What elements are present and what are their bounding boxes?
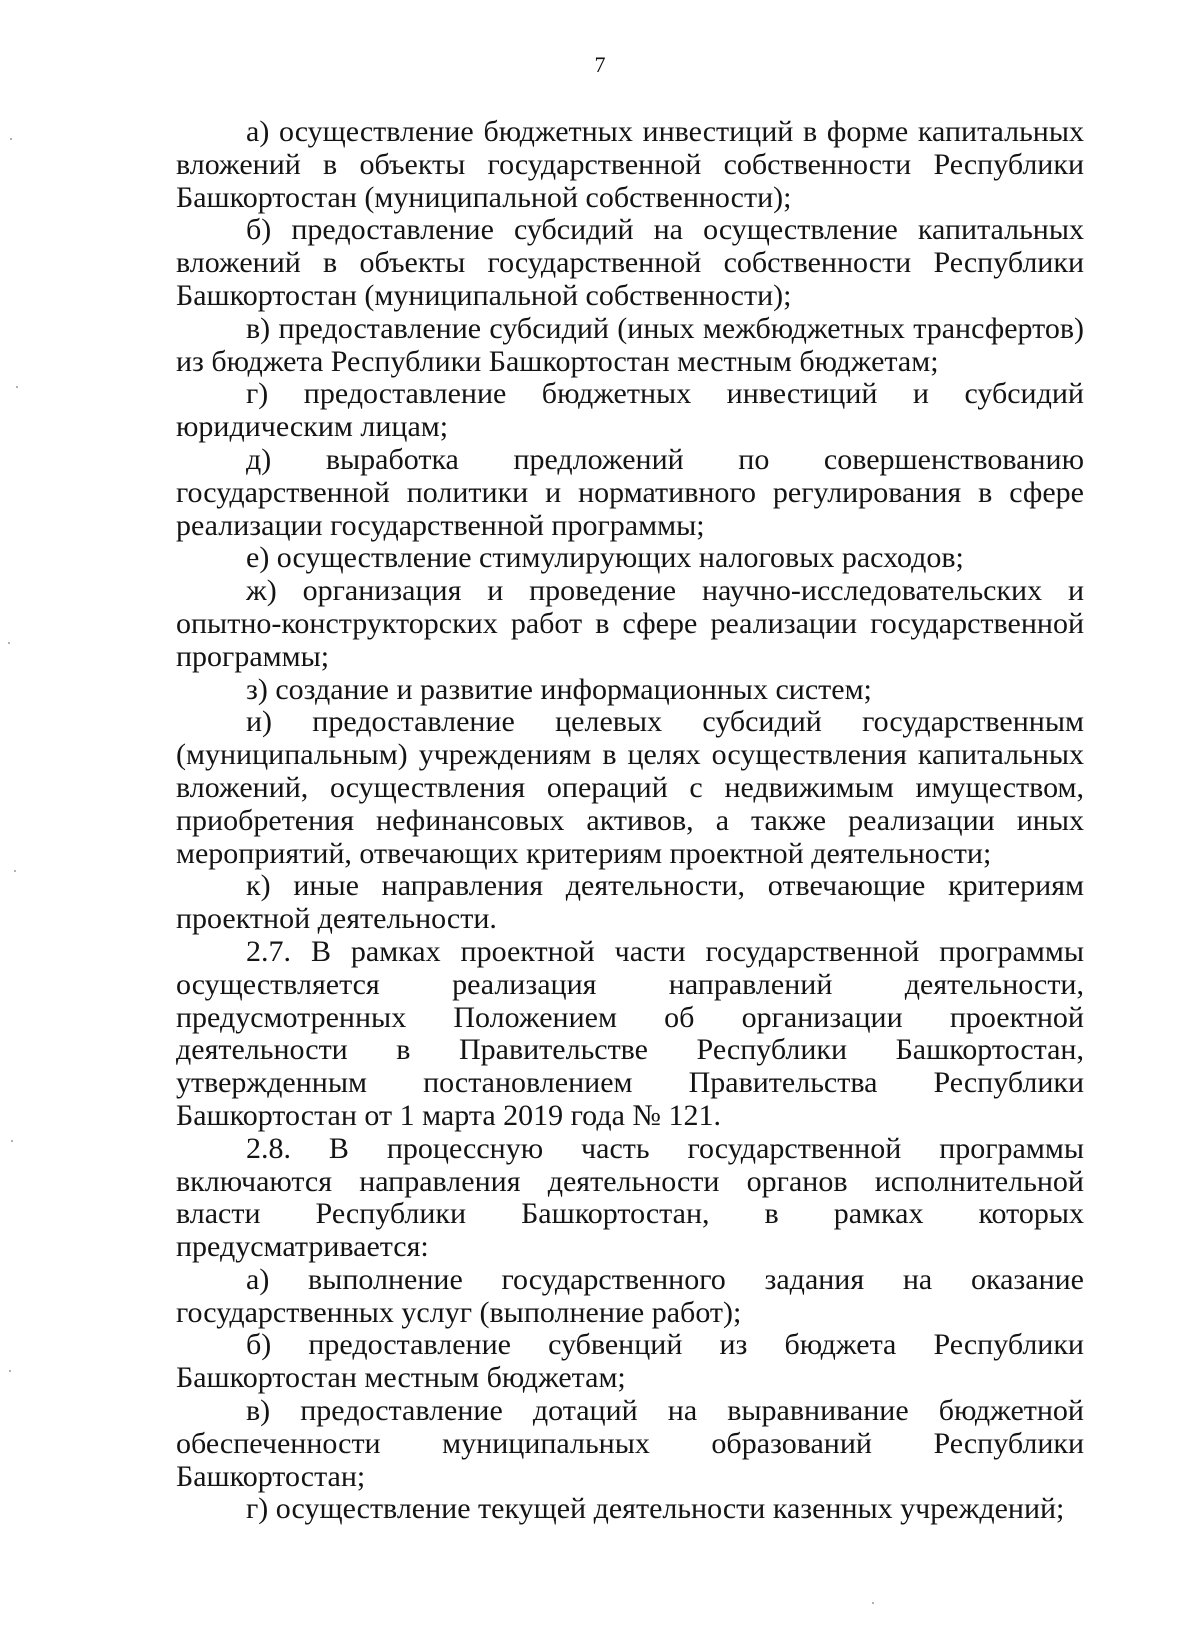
scan-speck <box>9 1370 11 1372</box>
page-number: 7 <box>594 52 606 77</box>
paragraph-5: д) выработка предложений по совершенствованию государственной политики и нормативного регулирования в сфере реализации государственной программы; <box>176 442 1084 542</box>
paragraph-10: к) иные направления деятельности, отвечающие критериям проектной деятельности. <box>176 869 1084 936</box>
paragraph-12: 2.8. В процессную часть государственной программы включаются направления деятельности органов исполнительной власти Республики Башкортостан, в рамках которых предусматривается: <box>176 1131 1084 1264</box>
paragraph-3: в) предоставление субсидий (иных межбюджетных трансфертов) из бюджета Республики Башкортостан местным бюджетам; <box>176 311 1084 378</box>
paragraph-4: г) предоставление бюджетных инвестиций и субсидий юридическим лицам; <box>176 377 1084 444</box>
scan-speck <box>872 1602 874 1604</box>
scan-speck <box>14 870 16 872</box>
paragraph-15: в) предоставление дотаций на выравнивание бюджетной обеспеченности муниципальных образований Республики Башкортостан; <box>176 1394 1084 1493</box>
paragraph-16: г) осуществление текущей деятельности казенных учреждений; <box>246 1492 1065 1526</box>
scan-speck <box>8 642 10 644</box>
paragraph-2: б) предоставление субсидий на осуществление капитальных вложений в объекты государственной собственности Республики Башкортостан (муниципальной собственности); <box>176 213 1084 312</box>
paragraph-8: з) создание и развитие информационных систем; <box>246 672 872 706</box>
scan-speck <box>10 138 12 140</box>
paragraph-9: и) предоставление целевых субсидий государственным (муниципальным) учреждениям в целях осуществления капитальных вложений, осуществления операций с недвижимым имуществом, приобретения нефинансовых активов, а также реализации иных мероприятий, отвечающих критериям проектной деятельности; <box>176 705 1084 870</box>
scan-speck <box>16 386 18 388</box>
paragraph-6: е) осуществление стимулирующих налоговых расходов; <box>246 541 964 575</box>
scan-speck <box>11 1140 13 1142</box>
document-body <box>176 116 1084 1526</box>
paragraph-14: б) предоставление субвенций из бюджета Республики Башкортостан местным бюджетам; <box>176 1328 1084 1395</box>
paragraph-1: а) осуществление бюджетных инвестиций в форме капитальных вложений в объекты государственной собственности Республики Башкортостан (муниципальной собственности); <box>176 115 1084 214</box>
paragraph-13: а) выполнение государственного задания на оказание государственных услуг (выполнение работ); <box>176 1262 1084 1329</box>
paragraph-11: 2.7. В рамках проектной части государственной программы осуществляется реализация направлений деятельности, предусмотренных Положением об организации проектной деятельности в Правительстве Республики Башкортостан, утвержденным постановлением Правительства Республики Башкортостан от 1 марта 2019 года № 121. <box>176 934 1084 1132</box>
paragraph-7: ж) организация и проведение научно-исследовательских и опытно-конструкторских работ в сфере реализации государственной программы; <box>176 574 1084 673</box>
